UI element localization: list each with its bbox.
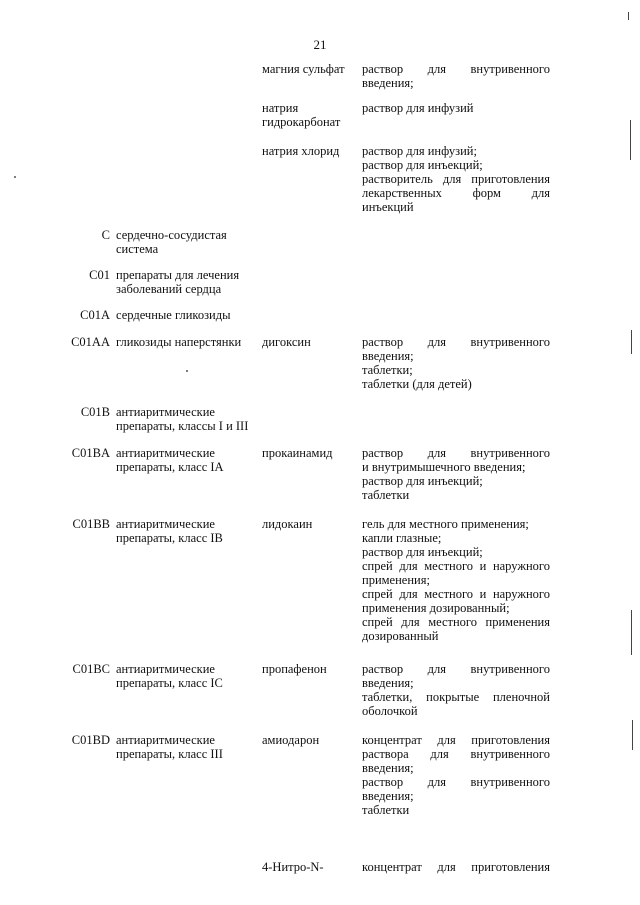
group-line: препараты, класс IA	[116, 460, 224, 474]
anatomical-therapeutic-group	[116, 517, 256, 545]
dosage-forms	[362, 517, 550, 643]
form-line: раствор для инъекций;	[362, 474, 483, 488]
group-line: сердечно-сосудистая	[116, 228, 227, 242]
form-line: концентрат для приготовления	[362, 733, 550, 747]
atc-code: C	[101, 228, 110, 242]
group-line: антиаритмические	[116, 662, 215, 676]
anatomical-therapeutic-group	[116, 405, 256, 433]
dosage-forms	[362, 662, 550, 718]
group-line: заболеваний сердца	[116, 282, 222, 296]
group-line: антиаритмические	[116, 446, 215, 460]
atc-code: C01BC	[72, 662, 110, 676]
drug-line: 4-Нитро-N-	[262, 860, 324, 874]
form-line: дозированный	[362, 629, 439, 643]
form-line: раствор для инъекций;	[362, 158, 483, 172]
form-line: применения дозированный;	[362, 601, 510, 615]
group-line: препараты, класс IC	[116, 676, 223, 690]
group-line: препараты, класс III	[116, 747, 223, 761]
form-line: введения;	[362, 789, 414, 803]
form-line: таблетки	[362, 803, 410, 817]
drug-name	[262, 446, 358, 460]
form-line: применения;	[362, 573, 430, 587]
form-line: введения;	[362, 349, 414, 363]
group-line: система	[116, 242, 159, 256]
drug-name	[262, 335, 358, 349]
atc-code: C01A	[80, 308, 110, 322]
drug-name	[262, 101, 358, 129]
drug-line: дигоксин	[262, 335, 311, 349]
group-line: антиаритмические	[116, 405, 215, 419]
form-line: лекарственных форм для	[362, 186, 550, 200]
group-line: сердечные гликозиды	[116, 308, 231, 322]
scan-mark	[628, 12, 629, 20]
anatomical-therapeutic-group	[116, 733, 256, 761]
anatomical-therapeutic-group	[116, 228, 256, 256]
dosage-forms	[362, 101, 550, 115]
drug-line: гидрокарбонат	[262, 115, 341, 129]
atc-code: C01BD	[71, 733, 110, 747]
form-line: растворитель для приготовления	[362, 172, 550, 186]
anatomical-therapeutic-group	[116, 268, 256, 296]
form-line: раствор для внутривенного	[362, 335, 550, 349]
dosage-forms	[362, 144, 550, 214]
anatomical-therapeutic-group	[116, 308, 256, 322]
form-line: таблетки, покрытые пленочной	[362, 690, 550, 704]
drug-line: лидокаин	[262, 517, 313, 531]
form-line: раствор для внутривенного	[362, 775, 550, 789]
drug-name	[262, 62, 358, 76]
scan-mark	[630, 120, 631, 160]
form-line: таблетки	[362, 488, 410, 502]
atc-code: C01AA	[71, 335, 110, 349]
scan-mark	[631, 330, 632, 354]
form-line: и внутримышечного введения;	[362, 460, 526, 474]
form-line: раствор для внутривенного	[362, 446, 550, 460]
drug-line: прокаинамид	[262, 446, 333, 460]
form-line: оболочкой	[362, 704, 418, 718]
group-line: препараты, классы I и III	[116, 419, 249, 433]
form-line: введения;	[362, 76, 414, 90]
group-line: препараты, класс IB	[116, 531, 223, 545]
scan-mark	[631, 610, 632, 655]
group-line: антиаритмические	[116, 517, 215, 531]
form-line: капли глазные;	[362, 531, 442, 545]
form-line: инъекций	[362, 200, 414, 214]
form-line: таблетки (для детей)	[362, 377, 472, 391]
anatomical-therapeutic-group	[116, 662, 256, 690]
dosage-forms	[362, 335, 550, 391]
group-line: препараты для лечения	[116, 268, 240, 282]
dosage-forms	[362, 446, 550, 502]
form-line: раствор для внутривенного	[362, 662, 550, 676]
form-line: спрей для местного и наружного	[362, 559, 550, 573]
form-line: гель для местного применения;	[362, 517, 529, 531]
form-line: таблетки;	[362, 363, 413, 377]
anatomical-therapeutic-group	[116, 446, 256, 474]
dosage-forms	[362, 733, 550, 817]
drug-line: пропафенон	[262, 662, 327, 676]
anatomical-therapeutic-group	[116, 335, 256, 349]
scan-dot	[186, 370, 188, 372]
dosage-forms	[362, 860, 550, 874]
drug-line: магния сульфат	[262, 62, 345, 76]
form-line: спрей для местного применения	[362, 615, 550, 629]
dosage-forms	[362, 62, 550, 90]
form-line: раствор для инъекций;	[362, 545, 483, 559]
drug-name	[262, 662, 358, 676]
drug-line: натрия	[262, 101, 299, 115]
form-line: введения;	[362, 761, 414, 775]
atc-code: C01BB	[72, 517, 110, 531]
atc-code: C01BA	[71, 446, 110, 460]
atc-code: C01	[89, 268, 110, 282]
drug-line: амиодарон	[262, 733, 320, 747]
drug-name	[262, 733, 358, 747]
form-line: концентрат для приготовления	[362, 860, 550, 874]
form-line: раствор для внутривенного	[362, 62, 550, 76]
drug-line: натрия хлорид	[262, 144, 340, 158]
atc-code: C01B	[80, 405, 110, 419]
form-line: спрей для местного и наружного	[362, 587, 550, 601]
drug-name	[262, 517, 358, 531]
form-line: раствор для инфузий;	[362, 144, 477, 158]
form-line: введения;	[362, 676, 414, 690]
group-line: антиаритмические	[116, 733, 215, 747]
scan-dot	[14, 176, 16, 178]
drug-name	[262, 860, 358, 874]
group-line: гликозиды наперстянки	[116, 335, 242, 349]
drug-name	[262, 144, 358, 158]
form-line: раствора для внутривенного	[362, 747, 550, 761]
form-line: раствор для инфузий	[362, 101, 474, 115]
scan-mark	[632, 720, 633, 750]
page-number: 21	[313, 37, 327, 52]
